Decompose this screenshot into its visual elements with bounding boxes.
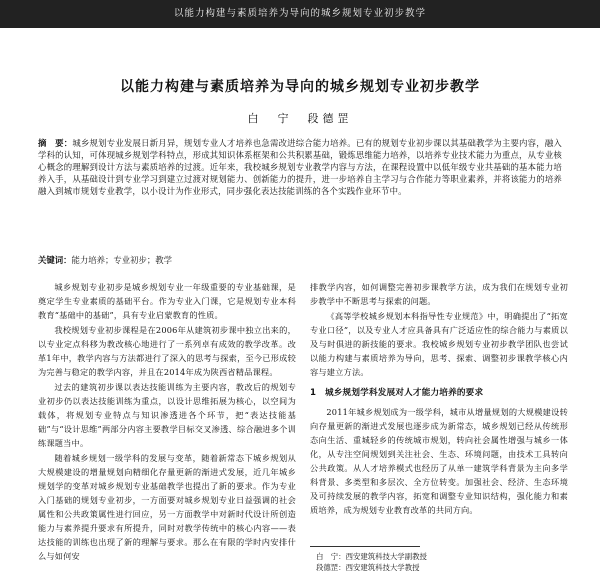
- footnote-line: 段德罡：西安建筑科技大学教授: [316, 563, 420, 572]
- body-paragraph: 城乡规划专业初步是城乡规划专业一年级重要的专业基础课，是奠定学生专业素质的基础平台。作为专业入门课，它是规划专业本科教育“基础中的基础”，具有专业启蒙教育的性质。: [38, 282, 296, 320]
- body-paragraph: 随着城乡规划一级学科的发展与变革，随着新常态下城乡规划从大规模建设的增量规划向精细化存量更新的渐进式发展，近几年城乡规划学的变革对城乡规划专业基础教学也提出了新的要求。作为专业入门基础的规划专业初步，一方面要对城乡规划专业日益强调的社会属性和公共政策属性进行回应，另一方面教学中对新时代设计所创造能力与素养提升要求有所提升，同时对教学传统中的核心内容——表达技能的训练也出现了新的理解与要求。那么在有限的学时内安排什么与如何安: [38, 453, 296, 561]
- footnote-line: 白 宁：西安建筑科技大学副教授: [316, 552, 427, 561]
- keywords-text: 能力培养；专业初步；教学: [71, 255, 172, 265]
- footnote-divider: [310, 546, 420, 547]
- running-header: 以能力构建与素质培养为导向的城乡规划专业初步教学: [0, 0, 600, 28]
- body-paragraph: 2011年城乡规划成为一级学科，城市从增量规划的大规模建设转向存量更新的渐进式发展也逐步成为新常态，城乡规划已经从传统形态向生活、重城轻乡的传统城市规划，转向社会属性增强与城乡一体化，从专注空间规划到关注社会、生态、环境问题，由技术工具转向公共政策。从人才培养模式也经历了从单一建筑学科背景为主向多学科背景、多类型和多层次、全方位转变。加强社会、经济、生态环境及可持续发展的教学内容，拓宽和调整专业知识结构，强化能力和素质培养，成为规划专业教育改革的共同方向。: [310, 407, 568, 515]
- body-paragraph: 我校规划专业初步课程是在2006年从建筑初步课中独立出来的，以专业定点科移为教改核心地进行了一系列卓有成效的教学改革。改革1年中，教学内容与方法都进行了深入的思考与探索，至今已形成较为完善与稳定的教学内容，并且在2014年成为陕西省精品课程。: [38, 325, 296, 377]
- abstract-text: 城乡规划专业发展日新月异，规划专业人才培养也急需改进综合能力培养。已有的规划专业初步课以其基础教学为主要内容，融入学科的认知，可体现城乡规划学科特点，形成其知识体系框架和公共积累基础，锻炼思维能力培养，以培养专业技术能力为重点，从专业核心概念的理解到设计方法与素质培养的过渡。近年来，我校城乡规划专业教学内容与方法，在课程设置中以低年级专业共基础的基本能力培养入手，从基础设计到专业学习到建立过渡对规划能力、创新能力的提升，进一步培养自主学习与合作能力等职业素养，并将该能力的培养融入到城市规划专业教学，以小设计为作业形式，同步强化表达技能训练的各个实践作业环节中。: [38, 138, 562, 196]
- left-column: [38, 280, 296, 564]
- abstract-label: 摘 要：: [38, 138, 73, 148]
- right-column: [310, 280, 568, 518]
- author-footnotes: [316, 551, 556, 573]
- body-paragraph: 排教学内容，如何调整完善初步课教学方法，成为我们在规划专业初步教学中不断思考与探索的问题。: [310, 282, 568, 306]
- body-paragraph: 《高等学校城乡规划本科指导性专业规范》中，明确提出了“拓宽专业口径”，以及专业人才应具备具有广泛适应性的综合能力与素质以及与时俱进的新技能的要求。我校城乡规划专业初步教学团队也尝试以能力构建与素质培养为导向，思考、探索、调整初步课教学核心内容与建立方法。: [310, 311, 568, 377]
- section-heading: 1 城乡规划学科发展对人才能力培养的要求: [310, 388, 484, 398]
- article-title: 以能力构建与素质培养为导向的城乡规划专业初步教学: [120, 79, 480, 95]
- keywords-label: 关键词：: [38, 255, 72, 265]
- keywords: [38, 254, 562, 266]
- article-authors: 白 宁 段德罡: [247, 112, 353, 125]
- body-paragraph: 过去的建筑初步课以表达技能训练为主要内容，教改后的规划专业初步仍以表达技能训练为重点，以设计思维拓展为核心，以空间为载体，将规划专业特点与知识渗透进各个环节，把“表达技能基础”与“设计思维”两部分内容主要教学目标交叉渗透、综合融进多个训练课题当中。: [38, 382, 296, 448]
- abstract: [38, 137, 562, 197]
